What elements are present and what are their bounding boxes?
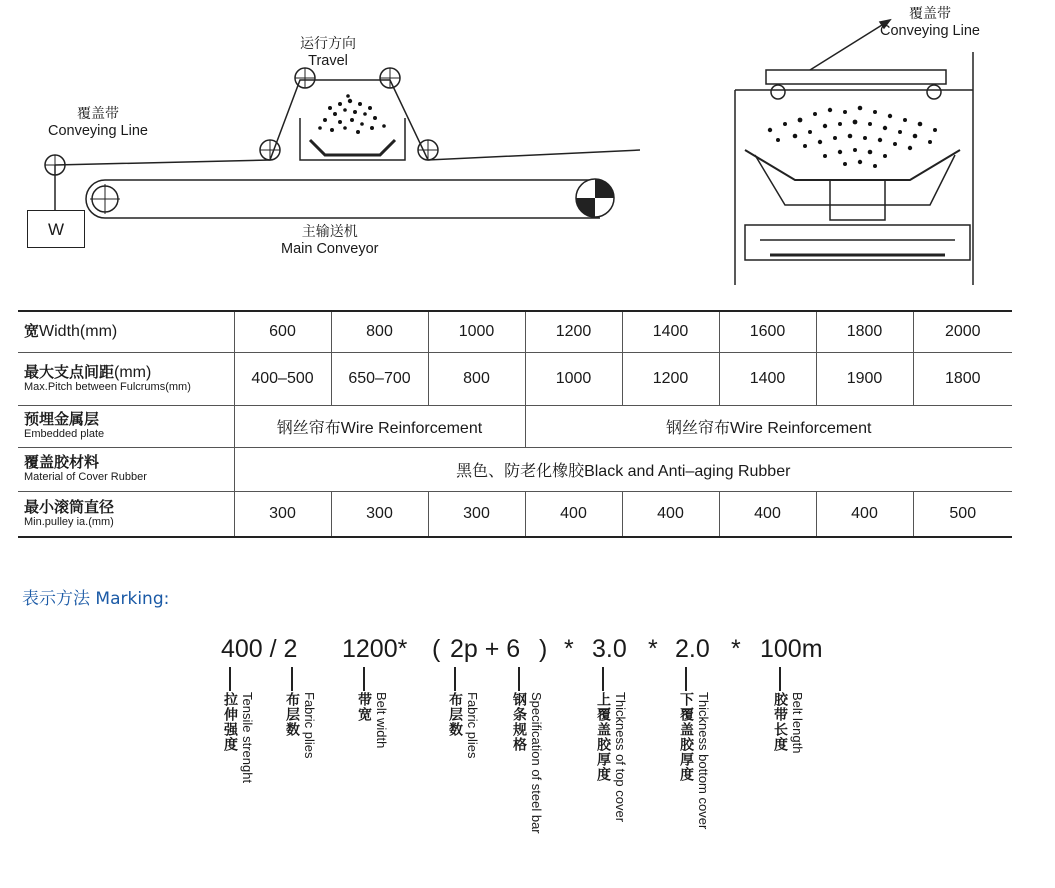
table-cell-merged: 黑色、防老化橡胶Black and Anti–aging Rubber bbox=[234, 447, 1012, 491]
row-header bbox=[18, 491, 234, 537]
belt-conveyor-cross-section bbox=[700, 0, 1055, 300]
table-cell: 1600 bbox=[719, 311, 816, 352]
marking-token: * bbox=[564, 635, 574, 663]
marking-tick bbox=[454, 667, 456, 691]
table-cell: 300 bbox=[234, 491, 331, 537]
right-conveying-line-label bbox=[880, 6, 980, 40]
table-cell: 400 bbox=[622, 491, 719, 537]
table-cell: 300 bbox=[428, 491, 525, 537]
table-cell: 1800 bbox=[816, 311, 913, 352]
row-header bbox=[18, 352, 234, 405]
table-cell: 400 bbox=[816, 491, 913, 537]
conveying-line-label bbox=[48, 106, 148, 140]
marking-token: ) bbox=[539, 635, 548, 663]
marking-token: ( bbox=[432, 635, 441, 663]
table-cell: 1400 bbox=[719, 352, 816, 405]
marking-token: 3.0 bbox=[592, 635, 627, 663]
row-header-zh: 最大支点间距 bbox=[24, 362, 115, 381]
marking-part-zh: 胶带长度 bbox=[772, 692, 788, 752]
counterweight-box: W bbox=[27, 210, 85, 248]
row-header-zh: 覆盖胶材料 bbox=[24, 453, 100, 471]
marking-token: 100m bbox=[760, 635, 823, 663]
right-conveying-line-label-zh: 覆盖带 bbox=[908, 6, 951, 22]
main-conveyor-label bbox=[281, 224, 379, 258]
table-cell: 1000 bbox=[428, 311, 525, 352]
marking-title: 表示方法 Marking: bbox=[22, 589, 170, 609]
row-header-zh: 最小滚筒直径 bbox=[24, 497, 115, 516]
row-header bbox=[18, 447, 234, 491]
cross-section-drawing bbox=[700, 0, 1055, 300]
marking-token: * bbox=[648, 635, 658, 663]
belt-conveyor-side-diagram bbox=[0, 0, 700, 300]
row-header-en: (mm) bbox=[114, 363, 152, 381]
row-header bbox=[18, 405, 234, 447]
marking-part-zh: 钢条规格 bbox=[511, 692, 527, 752]
marking-token: 1200* bbox=[342, 635, 408, 663]
marking-token: 2p + 6 bbox=[450, 635, 521, 663]
row-header-sub: Material of Cover Rubber bbox=[24, 471, 147, 483]
marking-part-en: Belt width bbox=[374, 692, 389, 749]
right-conveying-line-label-en: Conveying Line bbox=[880, 23, 980, 39]
marking-tick bbox=[518, 667, 520, 691]
marking-part-en: Belt length bbox=[790, 692, 805, 754]
marking-tick bbox=[229, 667, 231, 691]
marking-part-en: Fabric plies bbox=[302, 692, 317, 759]
table-cell: 1400 bbox=[622, 311, 719, 352]
table-cell: 1200 bbox=[525, 311, 622, 352]
table-cell: 800 bbox=[428, 352, 525, 405]
table-cell: 1900 bbox=[816, 352, 913, 405]
marking-tick bbox=[685, 667, 687, 691]
marking-tick bbox=[779, 667, 781, 691]
marking-token: 2.0 bbox=[675, 635, 710, 663]
table-row bbox=[18, 491, 1012, 537]
table-cell: 400 bbox=[525, 491, 622, 537]
marking-part-en: Tensile strenght bbox=[240, 692, 255, 784]
table-cell-merged: 钢丝帘布Wire Reinforcement bbox=[525, 405, 1012, 447]
row-header-en: Width(mm) bbox=[39, 323, 118, 341]
table-cell: 400 bbox=[719, 491, 816, 537]
marking-part-zh: 下覆盖胶厚度 bbox=[678, 692, 694, 782]
marking-token: * bbox=[731, 635, 741, 663]
travel-label bbox=[300, 36, 356, 70]
marking-part-en: Thickness bottom cover bbox=[696, 692, 711, 830]
table-cell: 2000 bbox=[913, 311, 1012, 352]
marking-part-zh: 布层数 bbox=[447, 692, 463, 737]
row-header-sub: Embedded plate bbox=[24, 428, 105, 440]
table-cell: 400–500 bbox=[234, 352, 331, 405]
table-cell: 1000 bbox=[525, 352, 622, 405]
row-header bbox=[18, 311, 234, 352]
table-cell: 1200 bbox=[622, 352, 719, 405]
travel-label-zh: 运行方向 bbox=[300, 36, 356, 52]
main-conveyor-label-zh: 主输送机 bbox=[301, 224, 358, 240]
table-row bbox=[18, 405, 1012, 447]
table-cell: 1800 bbox=[913, 352, 1012, 405]
marking-part-en: Fabric plies bbox=[465, 692, 480, 759]
row-header-zh: 宽 bbox=[24, 322, 40, 341]
marking-part-zh: 拉伸强度 bbox=[222, 692, 238, 752]
marking-tick bbox=[291, 667, 293, 691]
marking-tick bbox=[602, 667, 604, 691]
marking-part-en: Specification of steel bar bbox=[529, 692, 544, 834]
table-row bbox=[18, 311, 1012, 352]
marking-part-zh: 带宽 bbox=[356, 692, 372, 722]
marking-part-zh: 上覆盖胶厚度 bbox=[595, 692, 611, 782]
table-row bbox=[18, 352, 1012, 405]
table-cell: 600 bbox=[234, 311, 331, 352]
table-cell: 800 bbox=[331, 311, 428, 352]
travel-label-en: Travel bbox=[308, 53, 348, 69]
marking-part-zh: 布层数 bbox=[284, 692, 300, 737]
table-cell: 650–700 bbox=[331, 352, 428, 405]
table-cell: 300 bbox=[331, 491, 428, 537]
table-cell-merged: 钢丝帘布Wire Reinforcement bbox=[234, 405, 525, 447]
conveying-line-label-en: Conveying Line bbox=[48, 123, 148, 139]
row-header-sub: Max.Pitch between Fulcrums(mm) bbox=[24, 380, 191, 393]
table-row bbox=[18, 447, 1012, 491]
row-header-sub: Min.pulley ia.(mm) bbox=[24, 515, 114, 528]
table-cell: 500 bbox=[913, 491, 1012, 537]
row-header-zh: 预埋金属层 bbox=[24, 410, 100, 428]
main-conveyor-label-en: Main Conveyor bbox=[281, 241, 379, 257]
marking-token: 400 / 2 bbox=[221, 635, 298, 663]
conveying-line-label-zh: 覆盖带 bbox=[76, 106, 119, 122]
marking-part-en: Thickness of top cover bbox=[613, 692, 628, 823]
specification-table bbox=[18, 310, 1012, 538]
marking-tick bbox=[363, 667, 365, 691]
